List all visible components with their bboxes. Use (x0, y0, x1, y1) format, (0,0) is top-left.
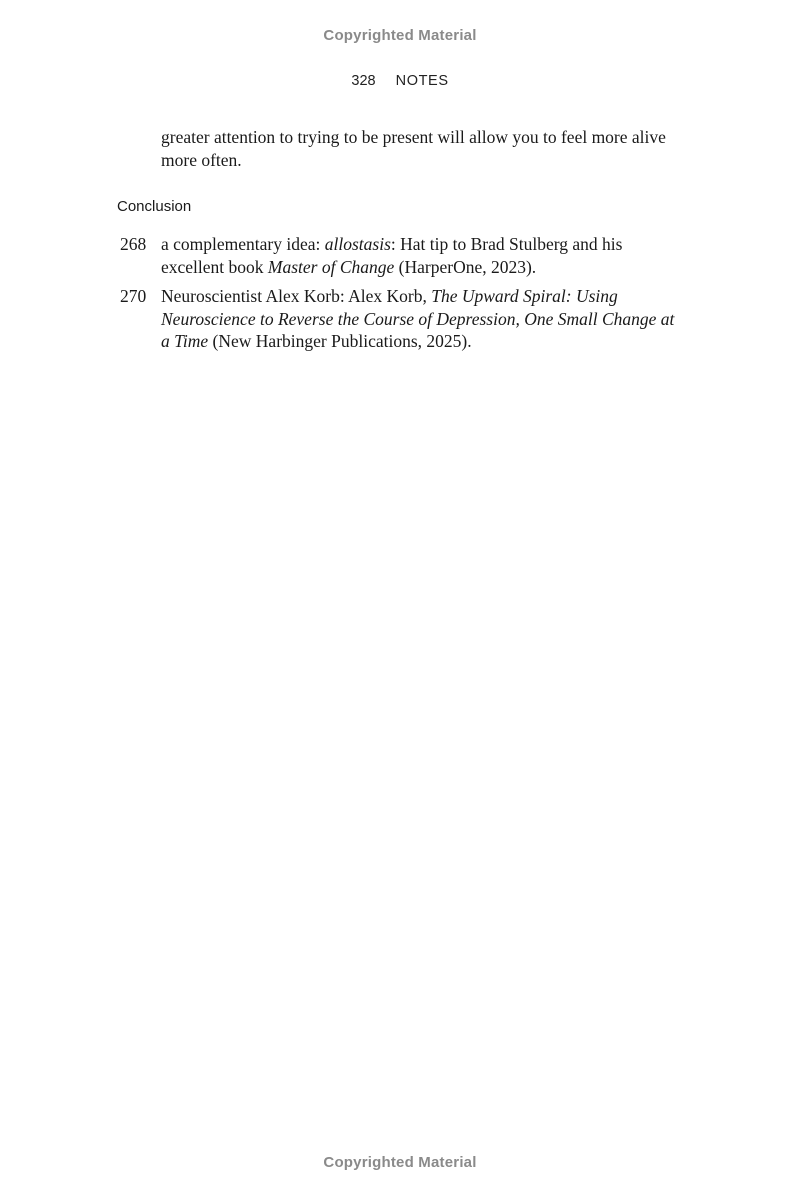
note-lead: Neuroscientist Alex Korb: Alex Korb, (161, 286, 432, 306)
note-tail: (HarperOne, 2023). (394, 256, 537, 277)
running-head (0, 73, 800, 89)
note-entry (120, 233, 680, 278)
running-head-section: NOTES (395, 73, 449, 89)
page-number: 328 (351, 73, 376, 89)
note-lead: a complementary idea: (161, 234, 325, 254)
carryover-note-text: greater attention to trying to be present will allow you to feel more alive more often. (161, 127, 666, 170)
note-page-number: 270 (120, 286, 147, 306)
note-entry (120, 285, 680, 353)
note-term: allostasis (324, 234, 391, 254)
note-text (161, 233, 680, 278)
note-page-number: 268 (120, 234, 147, 254)
copyright-watermark-top: Copyrighted Material (323, 27, 477, 44)
note-text (161, 285, 680, 353)
note-book-title: Master of Change (267, 256, 395, 277)
note-tail: (New Harbinger Publications, 2025). (208, 331, 472, 351)
note-book-title: The Upward Spiral: Using Neuroscience to Reverse the Course of Depression, One Small Change at a Time (161, 286, 675, 351)
section-heading: Conclusion (117, 198, 192, 215)
copyright-watermark-bottom: Copyrighted Material (323, 1154, 477, 1171)
note-middle: : Hat tip to Brad Stulberg and his excellent book (161, 234, 623, 277)
